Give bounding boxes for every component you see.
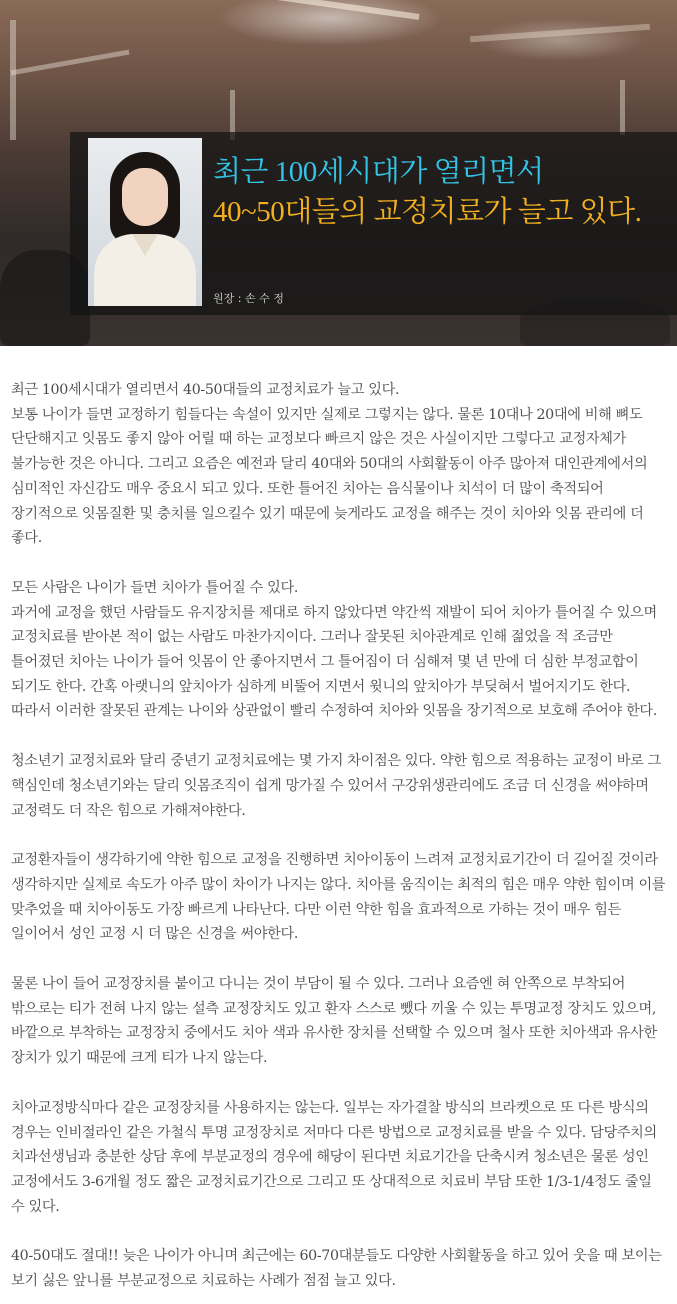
article-paragraph bbox=[11, 972, 669, 1071]
article-paragraph bbox=[11, 749, 669, 823]
headline-line-2: 40~50대들의 교정치료가 늘고 있다. bbox=[213, 196, 642, 228]
paragraph-line: 모든 사람은 나이가 들면 치아가 틀어질 수 있다. bbox=[11, 579, 299, 596]
paragraph-line: 밖으로는 티가 전혀 나지 않는 설측 교정장치도 있고 환자 스스로 뺐다 끼울 수 있는 투명교정 장치도 있으며, bbox=[11, 1000, 656, 1017]
paragraph-line: 핵심인데 청소년기와는 달리 잇몸조직이 쉽게 망가질 수 있어서 구강위생관리에도 조금 더 신경을 써야하며 bbox=[11, 777, 649, 794]
page-headline bbox=[213, 152, 641, 232]
paragraph-line: 단단해지고 잇몸도 좋지 않아 어릴 때 하는 교정보다 빠르지 않은 것은 사실이지만 그렇다고 교정자체가 bbox=[11, 431, 626, 448]
dental-lamp-arm bbox=[10, 50, 129, 76]
paragraph-line: 장기적으로 잇몸질환 및 충치를 일으킬수 있기 때문에 늦게라도 교정을 해주는 것이 치아와 잇몸 관리에 더 bbox=[11, 505, 644, 522]
paragraph-line: 최근 100세시대가 열리면서 40-50대들의 교정치료가 늘고 있다. bbox=[11, 382, 400, 398]
paragraph-line: 경우는 인비절라인 같은 가철식 투명 교정장치로 저마다 다른 방법으로 교정치료를 받을 수 있다. 담당주치의 bbox=[11, 1124, 657, 1141]
doctor-portrait bbox=[88, 138, 202, 306]
ceiling-light-strip bbox=[470, 24, 650, 43]
paragraph-line: 교정력도 더 작은 힘으로 가해져야한다. bbox=[11, 802, 246, 819]
paragraph-line: 일이어서 성인 교정 시 더 많은 신경을 써야한다. bbox=[11, 926, 299, 943]
paragraph-line: 40-50대도 절대!! 늦은 나이가 아니며 최근에는 60-70대분들도 다양한 사회활동을 하고 있어 웃을 때 보이는 bbox=[11, 1248, 662, 1265]
paragraph-line: 교정환자들이 생각하기에 약한 힘으로 교정을 진행하면 치아이동이 느려져 교정치료기간이 더 길어질 것이라 bbox=[11, 852, 658, 869]
paragraph-line: 생각하지만 실제로 속도가 아주 많이 차이가 나지는 않다. 치아를 움직이는 최적의 힘은 매우 약한 힘이며 이를 bbox=[11, 876, 666, 893]
paragraph-line: 틀어졌던 치아는 나이가 들어 잇몸이 안 좋아지면서 그 틀어짐이 더 심해져 몇 년 만에 더 심한 부정교합이 bbox=[11, 654, 639, 671]
headline-line-1: 최근 100세시대가 열리면서 bbox=[213, 156, 544, 188]
paragraph-line: 물론 나이 들어 교정장치를 붙이고 다니는 것이 부담이 될 수 있다. 그러나 요즘엔 혀 안쪽으로 부착되어 bbox=[11, 976, 626, 993]
paragraph-line: 좋다. bbox=[11, 530, 42, 547]
paragraph-line: 교정에서도 3-6개월 정도 짧은 교정치료기간으로 그리고 또 상대적으로 치료비 부담 또한 1/3-1/4정도 줄일 bbox=[11, 1173, 652, 1190]
paragraph-line: 청소년기 교정치료와 달리 중년기 교정치료에는 몇 가지 차이점은 있다. 약한 힘으로 적용하는 교정이 바로 그 bbox=[11, 753, 662, 770]
paragraph-line: 과거에 교정을 했던 사람들도 유지장치를 제대로 하지 않았다면 약간씩 재발이 되어 치아가 틀어질 수 있으며 bbox=[11, 604, 657, 621]
header-banner bbox=[0, 0, 677, 346]
paragraph-line: 치과선생님과 충분한 상담 후에 부분교정의 경우에 해당이 된다면 치료기간을 단축시켜 청소년은 물론 성인 bbox=[11, 1149, 649, 1166]
article-paragraph bbox=[11, 576, 669, 724]
paragraph-line: 수 있다. bbox=[11, 1198, 60, 1215]
paragraph-line: 맞추었을 때 치아이동도 가장 빠르게 나타난다. 다만 이런 약한 힘을 효과적으로 가하는 것이 매우 힘든 bbox=[11, 901, 621, 918]
paragraph-line: 보통 나이가 들면 교정하기 힘들다는 속설이 있지만 실제로 그렇지는 않다. 물론 10대나 20대에 비해 뼈도 bbox=[11, 406, 643, 423]
article-paragraph bbox=[11, 1096, 669, 1220]
article-paragraph bbox=[11, 378, 669, 551]
paragraph-line: 따라서 이러한 잘못된 관계는 나이와 상관없이 빨리 수정하여 치아와 잇몸을 장기적으로 보호해 주어야 한다. bbox=[11, 703, 657, 720]
author-caption: 원장 : 손 수 정 bbox=[213, 292, 284, 305]
paragraph-line: 되기도 한다. 간혹 아랫니의 앞치아가 심하게 비뚤어 지면서 윗니의 앞치아가 부딪혀서 벌어지기도 한다. bbox=[11, 678, 631, 695]
dental-lamp-arm bbox=[10, 20, 16, 140]
paragraph-line: 교정치료를 받아본 적이 없는 사람도 마찬가지이다. 그러나 잘못된 치아관계로 인해 젊었을 적 조금만 bbox=[11, 629, 613, 646]
article-paragraph bbox=[11, 1244, 669, 1293]
dental-lamp-arm bbox=[620, 80, 625, 135]
ceiling-light-strip bbox=[221, 0, 420, 20]
paragraph-line: 장치가 있기 때문에 크게 티가 나지 않는다. bbox=[11, 1050, 268, 1067]
paragraph-line: 보기 싫은 앞니를 부분교정으로 치료하는 사례가 점점 늘고 있다. bbox=[11, 1273, 396, 1290]
paragraph-line: 심미적인 자신감도 매우 중요시 되고 있다. 또한 틀어진 치아는 음식물이나 치석이 더 많이 축적되어 bbox=[11, 480, 604, 497]
article-body bbox=[0, 346, 677, 1294]
paragraph-line: 불가능한 것은 아니다. 그리고 요즘은 예전과 달리 40대와 50대의 사회활동이 아주 많아져 대인관계에서의 bbox=[11, 456, 648, 473]
paragraph-line: 바깥으로 부착하는 교정장치 중에서도 치아 색과 유사한 장치를 선택할 수 있으며 철사 또한 치아색과 유사한 bbox=[11, 1025, 657, 1042]
paragraph-line: 치아교정방식마다 같은 교정장치를 사용하지는 않는다. 일부는 자가결찰 방식의 브라켓으로 또 다른 방식의 bbox=[11, 1099, 649, 1116]
article-paragraph bbox=[11, 848, 669, 947]
